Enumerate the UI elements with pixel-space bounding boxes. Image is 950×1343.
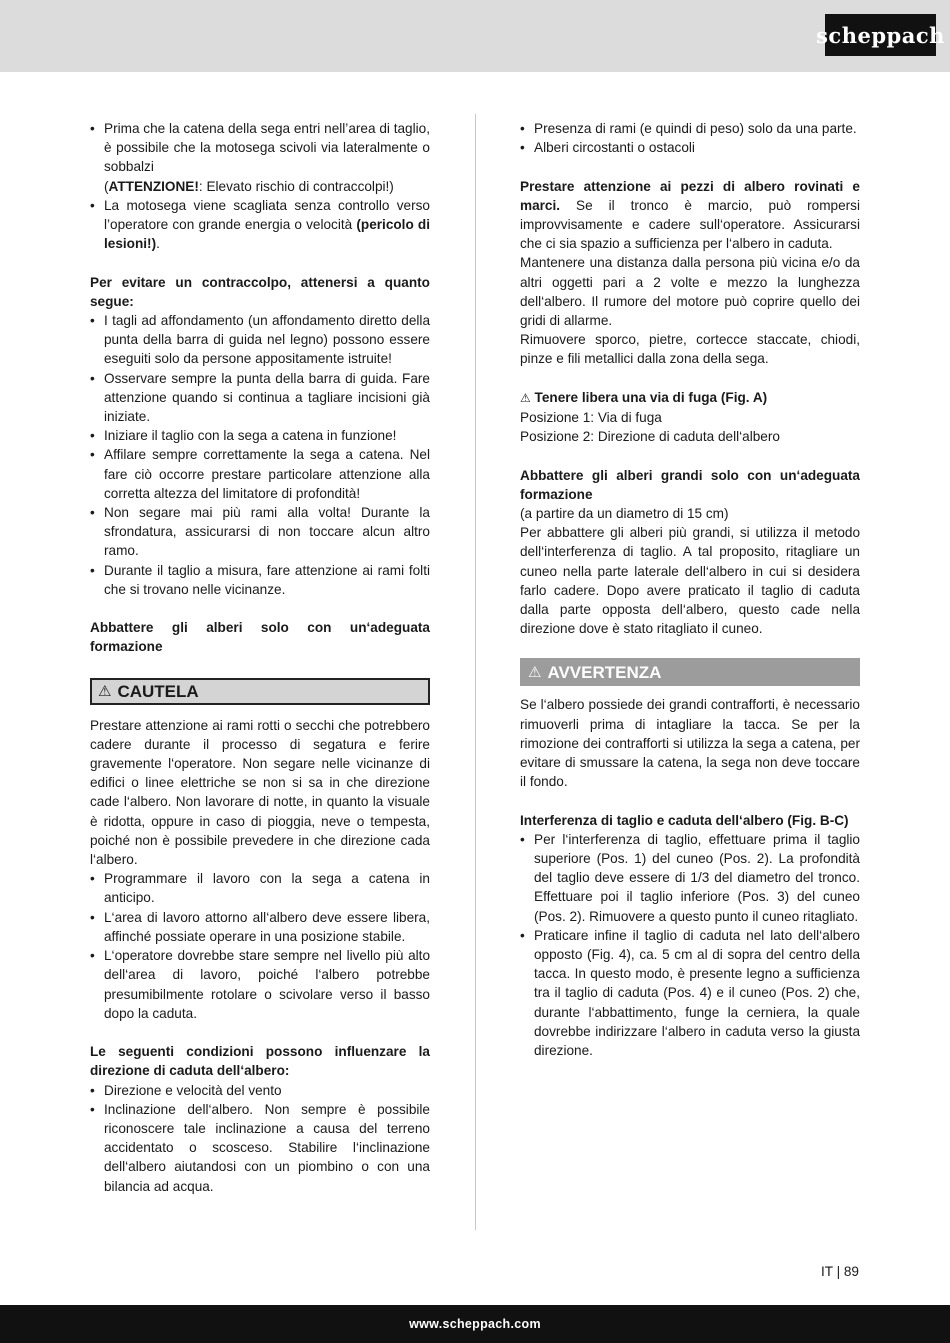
footer-band (0, 1305, 950, 1343)
interference-heading: Interferenza di taglio e caduta dell‘albero (Fig. B-C) (520, 812, 849, 828)
list-item: • Iniziare il taglio con la sega a catena in funzione! (90, 426, 430, 445)
list-item: • Presenza di rami (e quindi di peso) solo da una parte. (520, 119, 860, 138)
position-2: Posizione 2: Direzione di caduta dell‘albero (520, 429, 780, 445)
list-item: • Per l‘interferenza di taglio, effettuare prima il taglio superiore (Pos. 1) del cuneo (Pos. 2). La profondità del taglio deve essere di 1/3 del diametro del tronco. Effettuare poi il taglio inferiore (Pos. 3) del cuneo (Pos. 2). Rimuovere a questo punto il cuneo ritagliato. (520, 830, 860, 926)
header-band (0, 0, 950, 72)
conditions-heading: Le seguenti condizioni possono influenzare la direzione di caduta dell‘albero: (90, 1044, 430, 1079)
list-item: • L‘area di lavoro attorno all‘albero deve essere libera, affinché possiate operare in una posizione stabile. (90, 908, 430, 946)
warning-triangle-icon: ⚠ (520, 390, 531, 405)
list-item: • I tagli ad affondamento (un affondamento diretto della punta della barra di guida nel legno) possono essere eseguiti solo da persone appositamente istruite! (90, 311, 430, 369)
avvertenza-label: AVVERTENZA (547, 662, 662, 682)
top-bullet-list (520, 119, 860, 157)
left-column (90, 119, 430, 1196)
cautela-text: Prestare attenzione ai rami rotti o secchi che potrebbero cadere durante il processo di segatura e ferire gravemente l‘operatore. Non segare nelle vicinanze di edifici o linee elettriche se non si sa in che direzione cade l‘albero. Non lavorare di notte, in quanto la visuale è ridotta, oppure in caso di pioggia, neve o tempesta, poiché non è possibile prevedere in che direzione cada l‘albero. (90, 717, 430, 868)
diameter-note: (a partire da un diametro di 15 cm) (520, 506, 729, 522)
avvertenza-warning-box (520, 658, 860, 686)
distance-paragraph: Mantenere una distanza dalla persona più vicina e/o da altri oggetti pari a 2 volte e mezzo la lunghezza dell‘albero. Il rumore del motore può coprire quello dei gridi di allarme. (520, 255, 860, 329)
remove-paragraph: Rimuovere sporco, pietre, cortecce staccate, chiodi, pinze e fili metallici dalla zona della sega. (520, 332, 860, 367)
list-item: • Inclinazione dell‘albero. Non sempre è possibile riconoscere tale inclinazione a causa del terreno accidentato o scosceso. Stabilire l‘inclinazione dell‘albero aiutandosi con un piombino o con una bilancia ad acqua. (90, 1100, 430, 1196)
list-item: • Osservare sempre la punta della barra di guida. Fare attenzione quando si continua a tagliare incisioni già iniziate. (90, 369, 430, 427)
right-column (520, 119, 860, 1060)
list-item: • Praticare infine il taglio di caduta nel lato dell‘albero opposto (Fig. 4), ca. 5 cm al di sopra del centro della tacca. In questo modo, è presente legno a sufficienza tra il taglio di caduta (Pos. 4) e il cuneo (Pos. 2) che, durante l‘abbattimento, funge la cerniera, la quale dovrebbe indirizzare l‘albero in caduta verso la giusta direzione. (520, 926, 860, 1060)
avvertenza-text: Se l‘albero possiede dei grandi contrafforti, è necessario rimuoverli prima di intagliare la tacca. Se per la rimozione dei contrafforti si utilizza la sega a catena, per evitare di smussare la catena, la sega non deve toccare il fondo. (520, 697, 860, 790)
list-item: • Durante il taglio a misura, fare attenzione ai rami folti che si trovano nelle vicinanze. (90, 561, 430, 599)
kickback-heading: Per evitare un contraccolpo, attenersi a quanto segue: (90, 274, 430, 309)
big-trees-text: Per abbattere gli alberi più grandi, si utilizza il metodo dell‘interferenza di taglio. A tal proposito, ritagliare un cuneo nella parte laterale dell‘albero in cui si desidera farlo cadere. Dopo avere praticato il taglio di caduta dalla parte opposta dell‘albero, questo cade nella direzione dove è stato ritagliato il cuneo. (520, 525, 860, 637)
warning-triangle-icon: ⚠ (528, 663, 542, 681)
position-1: Posizione 1: Via di fuga (520, 410, 662, 426)
column-divider (475, 114, 476, 1230)
list-item: • Programmare il lavoro con la sega a catena in anticipo. (90, 869, 430, 907)
list-item: • La motosega viene scagliata senza controllo verso l’operatore con grande energia o velocità (pericolo di lesioni!). (90, 196, 430, 254)
page-number: IT | 89 (820, 1264, 859, 1279)
list-item: • Non segare mai più rami alla volta! Durante la sfrondatura, assicurarsi di non toccare alcun altro ramo. (90, 503, 430, 561)
list-item: • Prima che la catena della sega entri nell’area di taglio, è possibile che la motosega scivoli via lateralmente o sobbalzi (ATTENZIONE!: Elevato rischio di contraccolpi!) (90, 119, 430, 196)
big-trees-heading: Abbattere gli alberi grandi solo con un‘adeguata formazione (520, 467, 860, 502)
kickback-bullet-list (90, 311, 430, 599)
interference-bullet-list (520, 830, 860, 1060)
list-item: • L‘operatore dovrebbe stare sempre nel livello più alto dell‘area di lavoro, poiché l‘albero potrebbe presumibilmente rotolare o scivolare verso il basso dopo la caduta. (90, 946, 430, 1023)
rotten-paragraph: Prestare attenzione ai pezzi di albero rovinati e marci. Se il tronco è marcio, può rompersi improvvisamente e cadere sull‘operatore. Assicurarsi che ci sia spazio a sufficienza per l‘albero in caduta. (520, 178, 860, 252)
cautela-label: CAUTELA (117, 681, 199, 701)
list-item: • Direzione e velocità del vento (90, 1081, 430, 1100)
escape-heading: ⚠ Tenere libera una via di fuga (Fig. A) (520, 389, 768, 405)
list-item: • Affilare sempre correttamente la sega a catena. Nel fare ciò occorre prestare particolare attenzione alla corretta altezza del limitatore di profondità! (90, 445, 430, 503)
list-item: • Alberi circostanti o ostacoli (520, 138, 860, 157)
felling-training-heading: Abbattere gli alberi solo con un‘adeguata formazione (90, 620, 430, 655)
warning-triangle-icon: ⚠ (98, 682, 112, 700)
footer-url[interactable]: www.scheppach.com (409, 1317, 541, 1331)
cautela-warning-box (90, 678, 430, 705)
intro-bullet-list (90, 119, 430, 253)
conditions-bullet-list (90, 1081, 430, 1196)
brand-logo: scheppach (825, 14, 936, 56)
cautela-bullet-list (90, 869, 430, 1023)
